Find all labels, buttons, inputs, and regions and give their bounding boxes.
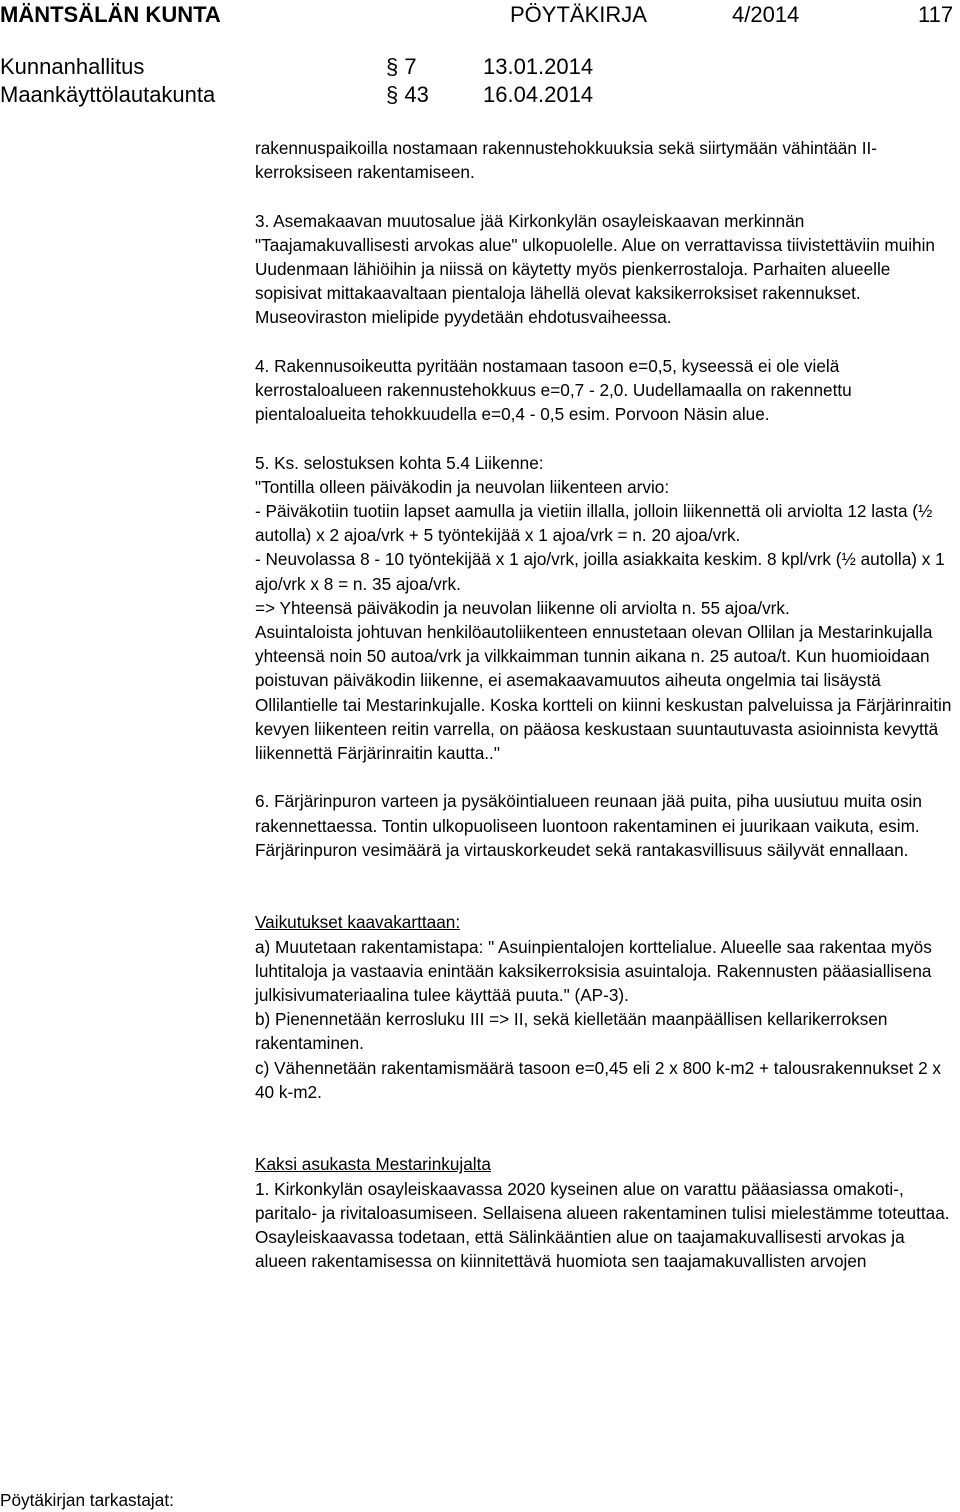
effects-item-b: b) Pienennetään kerrosluku III => II, sekä kielletään maanpäällisen kellarikerroksen rakentaminen. bbox=[255, 1009, 888, 1054]
point-5-line: - Päiväkotiin tuotiin lapset aamulla ja vietiin illalla, jolloin liikennettä oli arviolta 12 lasta (½ autolla) x 2 ajoa/vrk + 5 työntekijää x 1 ajoa/vrk = n. 20 ajoa/vrk. bbox=[255, 501, 933, 546]
point-5-line: 5. Ks. selostuksen kohta 5.4 Liikenne: bbox=[255, 452, 544, 473]
point-5-line: Asuintaloista johtuvan henkilöautoliikenteen ennustetaan olevan Ollilan ja Mestarinkujalla yhteensä noin 50 autoa/vrk ja vilkkaimman tunnin aikana n. 25 autoa/t. Kun huomioidaan poistuvan päiväkodin liikenne, ei asemakaavamuutos aiheuta ongelmia tai lisäystä Ollilantielle tai Mestarinkujalle. Koska kortteli on kiinni keskustan palveluissa ja Färjärinraitin kevyen liikenteen reitin varrella, on pääosa keskustaan suuntautuvasta asioinnista kevyttä liikennettä Färjärinraitin kautta.." bbox=[255, 622, 952, 764]
effects-item-c: c) Vähennetään rakentamismäärä tasoon e=0,45 eli 2 x 800 k-m2 + talousrakennukset 2 x 40 k-m2. bbox=[255, 1057, 941, 1102]
effects-heading: Vaikutukset kaavakarttaan: bbox=[255, 912, 461, 933]
meeting-body: Kunnanhallitus bbox=[0, 54, 145, 79]
paragraph-point-5 bbox=[255, 451, 960, 766]
point-5-line: "Tontilla olleen päiväkodin ja neuvolan liikenteen arvio: bbox=[255, 476, 670, 497]
paragraph-point-3: 3. Asemakaavan muutosalue jää Kirkonkylän osayleiskaavan merkinnän "Taajamakuvallisesti arvokas alue" ulkopuolelle. Alue on verrattavissa tiivistettäviin muihin Uudenmaan lähiöihin ja niissä on käytetty myös pienkerrostaloja. Parhaiten alueelle sopisivat mittakaavaltaan pientaloja lähellä olevat kaksikerroksiset rakennukset. Museoviraston mielipide pyydetään ehdotusvaiheessa. bbox=[255, 210, 935, 328]
document-type: PÖYTÄKIRJA bbox=[510, 2, 647, 27]
page-number: 117 bbox=[918, 2, 954, 27]
meeting-section: § 7 bbox=[386, 54, 417, 79]
point-5-line: => Yhteensä päiväkodin ja neuvolan liikenne oli arviolta n. 55 ajoa/vrk. bbox=[255, 597, 790, 618]
paragraph-point-6: 6. Färjärinpuron varteen ja pysäköintialueen reunaan jää puita, piha uusiutuu muita osin rakennettaessa. Tontin ulkopuoliseen luontoon rakentaminen ei juurikaan vaikuta, esim. Färjärinpuron vesimäärä ja virtauskorkeudet sekä rantakasvillisuus säilyvät ennallaan. bbox=[255, 791, 922, 860]
footer-label: Pöytäkirjan tarkastajat: bbox=[0, 1490, 174, 1510]
meeting-body: Maankäyttölautakunta bbox=[0, 82, 216, 107]
effects-item-a: a) Muutetaan rakentamistapa: " Asuinpientalojen korttelialue. Alueelle saa rakentaa myös luhtitaloja ja vastaavia enintään kaksikerroksisia asuintaloja. Rakennusten pääasiallisena julkisivumateriaalina tulee käyttää puuta." (AP-3). bbox=[255, 936, 932, 1006]
residents-heading: Kaksi asukasta Mestarinkujalta bbox=[255, 1154, 491, 1175]
meeting-date: 16.04.2014 bbox=[483, 82, 594, 107]
meeting-date: 13.01.2014 bbox=[483, 54, 594, 79]
paragraph-intro: rakennuspaikoilla nostamaan rakennustehokkuuksia sekä siirtymään vähintään II-kerroksiseen rakentamiseen. bbox=[255, 138, 877, 183]
point-5-line: - Neuvolassa 8 - 10 työntekijää x 1 ajo/vrk, joilla asiakkaita keskim. 8 kpl/vrk (½ autolla) x 1 ajo/vrk x 8 = n. 35 ajoa/vrk. bbox=[255, 549, 945, 594]
residents-point-1: 1. Kirkonkylän osayleiskaavassa 2020 kyseinen alue on varattu pääasiassa omakoti-, paritalo- ja rivitaloasumiseen. Sellaisena alueen rakentaminen tulisi mielestämme toteuttaa. Osayleiskaavassa todetaan, että Sälinkääntien alue on taajamakuvallisesti arvokas ja alueen rakentamisessa on kiinnitettävä huomiota sen taajamakuvallisten arvojen bbox=[255, 1178, 950, 1272]
meeting-section: § 43 bbox=[386, 82, 429, 107]
paragraph-point-4: 4. Rakennusoikeutta pyritään nostamaan tasoon e=0,5, kyseessä ei ole vielä kerrostaloalueen rakennustehokkuus e=0,7 - 2,0. Uudellamaalla on rakennettu pientaloalueita tehokkuudella e=0,4 - 0,5 esim. Porvoon Näsin alue. bbox=[255, 355, 852, 425]
document-body bbox=[255, 136, 960, 1273]
organization-name: MÄNTSÄLÄN KUNTA bbox=[0, 2, 221, 27]
document-number: 4/2014 bbox=[732, 2, 800, 27]
